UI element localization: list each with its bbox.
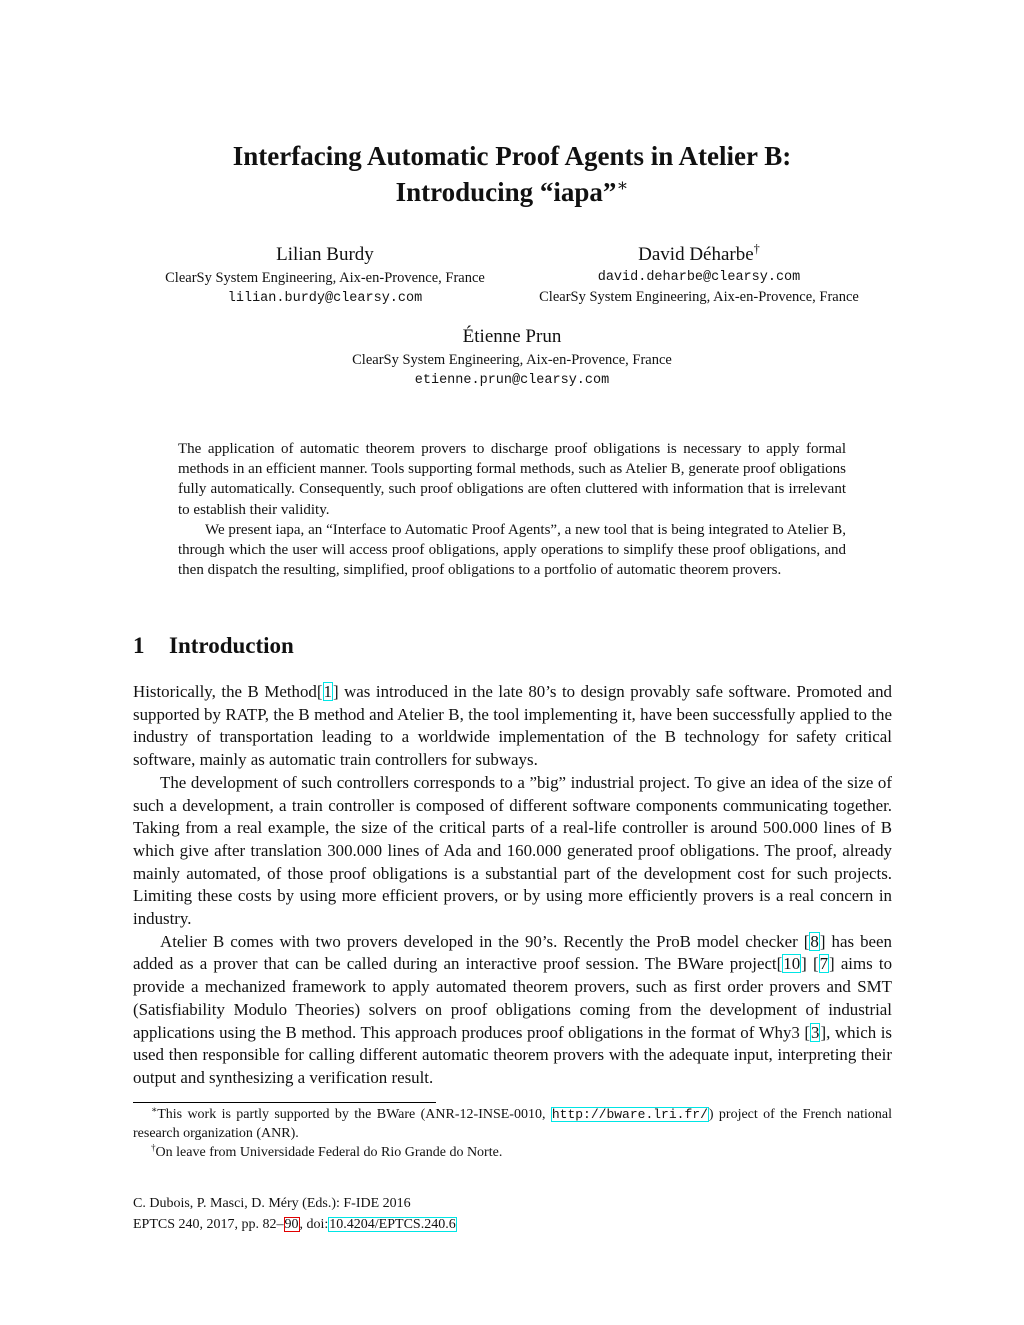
author-block-prun [312,326,712,388]
author-block-burdy [140,244,510,306]
footnotes [133,1105,892,1162]
bware-url-link[interactable]: http://bware.lri.fr/ [551,1107,708,1122]
citation-link[interactable]: 1 [323,682,332,701]
section-number: 1 [133,633,145,658]
footnote-divider [133,1102,436,1103]
body-paragraph: Historically, the B Method[1] was introduced in the late 80’s to design provably safe software. Promoted and supported by RATP, the B method and Atelier B, the tool implementing it, have been successfully applied to the industry of transportation leading to a worldwide implementation of the B technology for safety critical software, mainly as automatic train controllers for subways. [133,682,893,770]
abstract-paragraph: The application of automatic theorem provers to discharge proof obligations is necessary to apply formal methods in an efficient manner. Tools supporting formal methods, such as Atelier B, generate proof obligations fully automatically. Consequently, such proof obligations are often cluttered with information that is irrelevant to establish their validity. [178,441,846,518]
body-paragraph: Atelier B comes with two provers developed in the 90’s. Recently the ProB model checker [8] has been added as a prover that can be called during an interactive proof session. The BWare project[10] [7] aims to provide a mechanized framework to apply automated theorem provers, such as first order provers and SMT (Satisfiability Modulo Theories) solvers on proof obligations coming from the development of industrial applications using the B method. This approach produces proof obligations in the format of Why3 [3], which is used then responsible for calling different automatic theorem provers with the adequate input, interpreting their output and synthesizing a verification result. [133,931,893,1087]
footer-editors: C. Dubois, P. Masci, D. Méry (Eds.): F-IDE 2016 [133,1196,411,1211]
author-affiliation: ClearSy System Engineering, Aix-en-Provence, France [352,352,672,368]
citation-link[interactable]: 10 [783,954,801,974]
author-affiliation: ClearSy System Engineering, Aix-en-Provence, France [165,270,485,286]
footer-citation: EPTCS 240, 2017, pp. 82–90, doi:10.4204/EPTCS.240.6 [133,1217,456,1232]
footnote: †On leave from Universidade Federal do Rio Grande do Norte. [151,1142,503,1160]
abstract [178,439,846,580]
citation-link[interactable]: 3 [811,1022,820,1042]
citation-link[interactable]: 7 [819,954,829,974]
abstract-paragraph: We present iapa, an “Interface to Automatic Proof Agents”, a new tool that is being integrated to Atelier B, through which the user will access proof obligations, apply operations to simplify these proof obligations, and then dispatch the resulting, simplified, proof obligations to a portfolio of automatic theorem provers. [178,521,846,579]
author-footnote-mark[interactable]: † [753,241,760,256]
author-block-deharbe [514,241,884,306]
title-line-1: Interfacing Automatic Proof Agents in Atelier B: [232,141,792,171]
author-name: Lilian Burdy [276,244,374,265]
author-name: Étienne Prun [462,326,562,347]
title-line-2: Introducing “iapa”∗ [395,175,629,207]
title-footnote-mark[interactable]: ∗ [616,175,629,195]
author-email: david.deharbe@clearsy.com [597,270,801,285]
body-paragraph: The development of such controllers corresponds to a ”big” industrial project. To give an idea of the size of such a development, a train controller is composed of different software components communicating together. Taking from a real example, the size of the critical parts of a real-life controller is around 500.000 lines of B which give after translation 300.000 lines of Ada and 160.000 generated proof obligations. The proof, already mainly automated, of those proof obligations is a substantial part of the development cost for such projects. Limiting these costs by using more efficient provers, or by using more efficiently provers is a real concern in industry. [133,772,892,929]
author-name: David Déharbe† [638,241,760,265]
footnote-mark: ∗ [151,1104,158,1115]
doi-link[interactable]: 10.4204/EPTCS.240.6 [329,1217,456,1232]
introduction-body [133,681,892,1090]
page-end-link[interactable]: 90 [284,1217,299,1232]
citation-link[interactable]: 8 [810,931,819,951]
author-email: etienne.prun@clearsy.com [414,373,610,388]
paper-title [0,138,1024,210]
author-affiliation: ClearSy System Engineering, Aix-en-Provence, France [539,289,859,305]
footnote-mark: † [151,1142,156,1153]
footnote: ∗This work is partly supported by the BWare (ANR-12-INSE-0010, http://bware.lri.fr/) project of the French national research organization (ANR). [133,1104,892,1141]
publication-footer [133,1194,457,1234]
author-email: lilian.burdy@clearsy.com [227,291,423,306]
section-heading [133,633,294,659]
section-title: Introduction [169,633,294,658]
